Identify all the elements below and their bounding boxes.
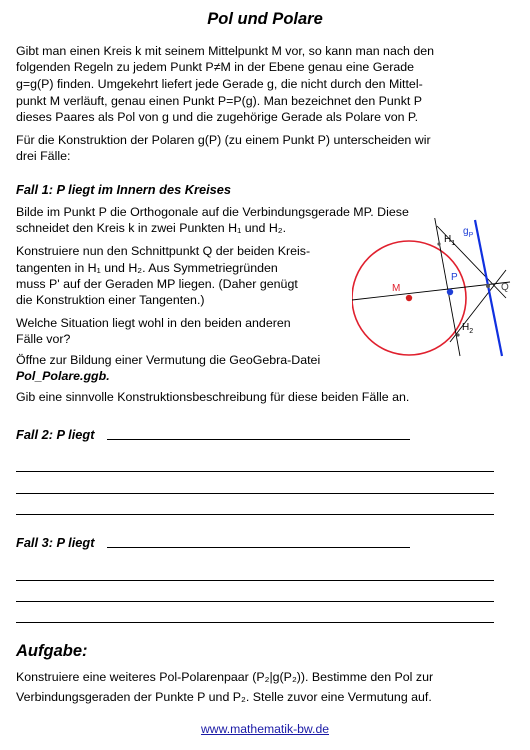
fall2-answer-line[interactable]: [16, 514, 494, 515]
label-g: $g_P$: [463, 226, 474, 239]
fall1-line: Fälle vor?: [16, 332, 71, 346]
point-q: [486, 284, 490, 288]
aufgabe-line: Konstruiere eine weiteres Pol-Polarenpaar (P₂|g(P₂)). Bestimme den Pol zur: [16, 670, 434, 684]
label-q: Q: [501, 282, 509, 293]
fall1-heading: Fall 1: P liegt im Innern des Kreises: [16, 182, 232, 197]
footer: [0, 722, 530, 736]
intro-line: drei Fälle:: [16, 149, 71, 163]
label-p: P: [451, 272, 458, 283]
fall1-line: Bilde im Punkt P die Orthogonale auf die Verbindungsgerade MP. Diese: [16, 205, 409, 219]
line-mp: [352, 282, 510, 300]
label-h1: $H_1$: [444, 234, 456, 247]
pol-polare-diagram: [352, 218, 512, 358]
fall2-answer-line[interactable]: [16, 493, 494, 494]
fall3-answer-blank[interactable]: [107, 547, 410, 548]
fall1-line: die Konstruktion einer Tangenten.): [16, 293, 205, 307]
intro-line: Gibt man einen Kreis k mit seinem Mittelpunkt M vor, so kann man nach den: [16, 44, 435, 58]
label-m: M: [392, 283, 401, 294]
intro-line: g=g(P) finden. Umgekehrt liefert jede Gerade g, die nicht durch den Mittel-: [16, 77, 423, 91]
fall1-line: muss P' auf der Geraden MP liegen. (Daher genügt: [16, 277, 298, 291]
page-title: Pol und Polare: [207, 10, 323, 28]
intro-line: folgenden Regeln zu jedem Punkt P≠M in der Ebene genau eine Gerade: [16, 60, 415, 74]
fall1-line: schneidet den Kreis k in zwei Punkten H₁ und H₂.: [16, 221, 287, 235]
intro-line: punkt M verläuft, genau einen Punkt P=P(g). Man bezeichnet den Punkt P: [16, 94, 423, 108]
fall3-answer-line[interactable]: [16, 601, 494, 602]
fall3-answer-line[interactable]: [16, 622, 494, 623]
intro-line: Für die Konstruktion der Polaren g(P) (zu einem Punkt P) unterscheiden wir: [16, 133, 431, 147]
fall1-line: tangenten in H₁ und H₂. Aus Symmetriegründen: [16, 261, 278, 275]
point-p: [447, 289, 453, 295]
fall3-heading: Fall 3: P liegt: [16, 535, 95, 550]
aufgabe-heading: Aufgabe:: [16, 642, 88, 660]
fall2-answer-blank[interactable]: [107, 439, 410, 440]
intro-line: dieses Paares als Pol von g und die zugehörige Gerade als Polare von P.: [16, 110, 419, 124]
fall2-answer-line[interactable]: [16, 471, 494, 472]
fall2-heading: Fall 2: P liegt: [16, 427, 95, 442]
polar-line: [475, 220, 502, 356]
fall1-line: Welche Situation liegt wohl in den beiden anderen: [16, 316, 291, 330]
website-link[interactable]: www.mathematik-bw.de: [200, 722, 329, 736]
point-m: [406, 295, 412, 301]
fall1-line: Öffne zur Bildung einer Vermutung die GeoGebra-Datei: [16, 353, 321, 367]
fall3-answer-line[interactable]: [16, 580, 494, 581]
label-h2: $H_2$: [462, 322, 474, 335]
point-h1: [437, 242, 440, 245]
aufgabe-line: Verbindungsgeraden der Punkte P und P₂. Stelle zuvor eine Vermutung auf.: [16, 690, 432, 704]
ggb-filename: Pol_Polare.ggb.: [16, 369, 110, 383]
point-h2: [456, 333, 459, 336]
fall1-line: Gib eine sinnvolle Konstruktionsbeschreibung für diese beiden Fälle an.: [16, 390, 410, 404]
fall1-line: Konstruiere nun den Schnittpunkt Q der beiden Kreis-: [16, 244, 311, 258]
